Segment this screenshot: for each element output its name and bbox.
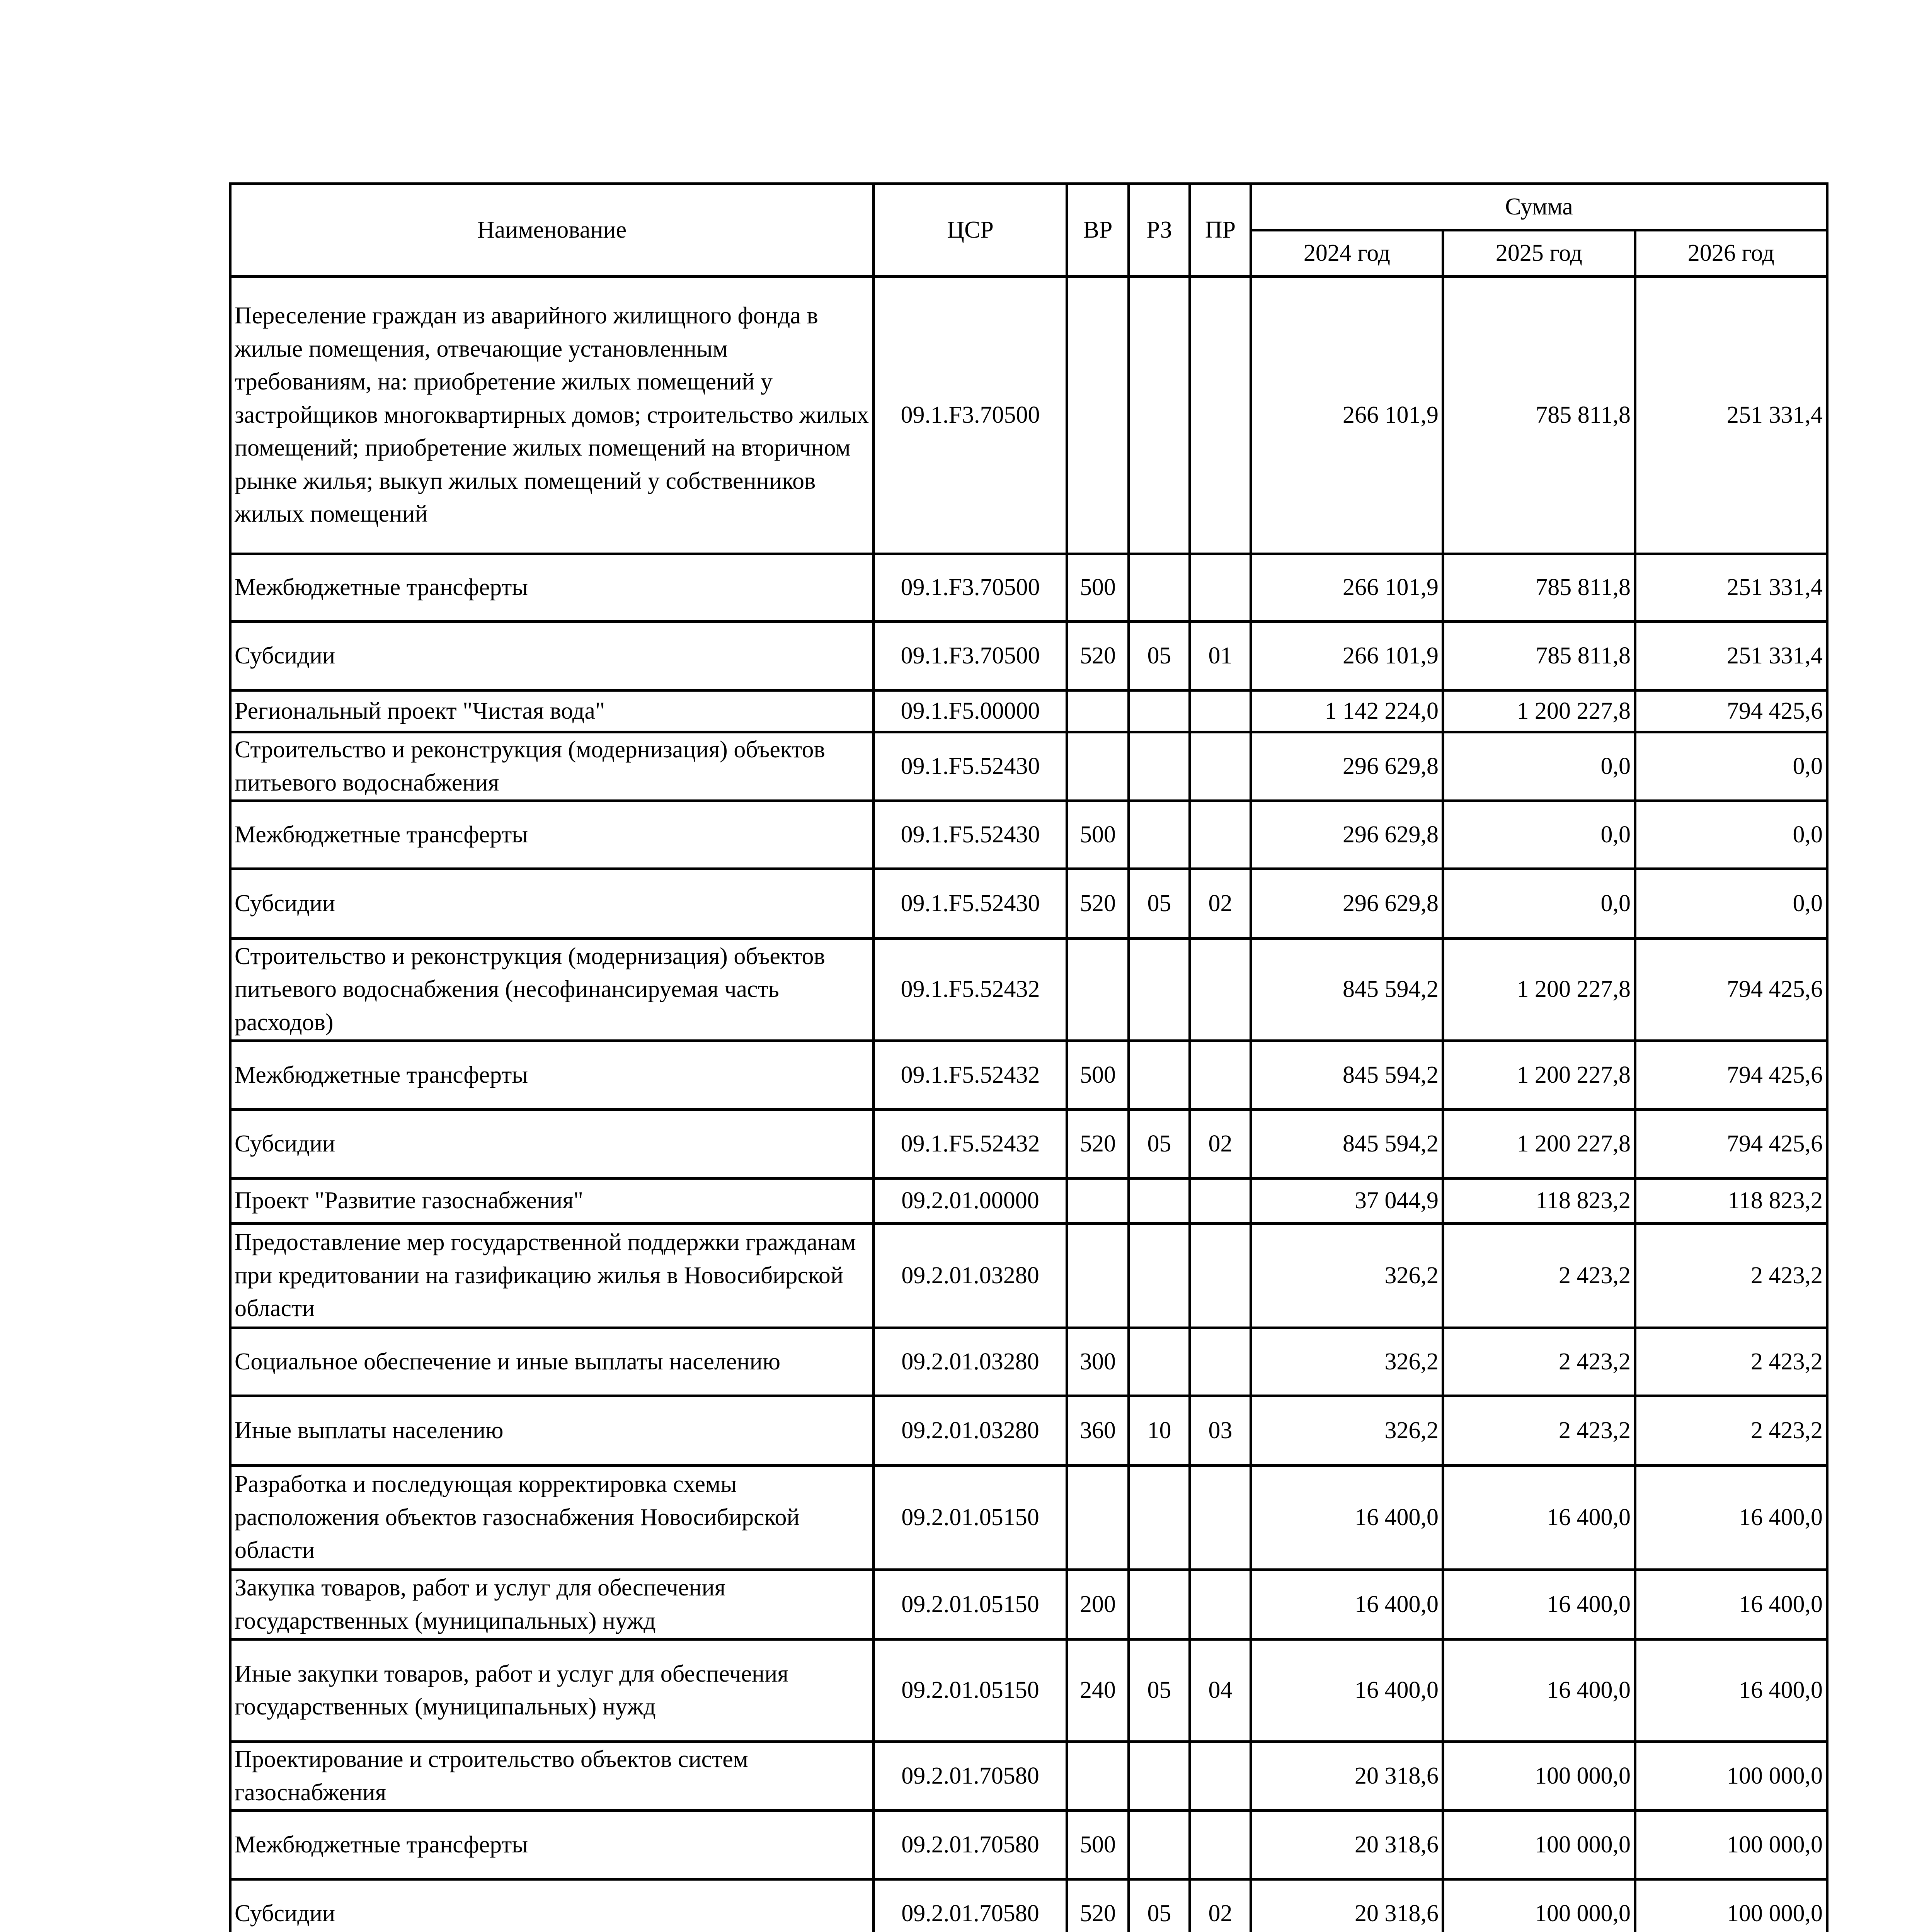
row-sum-2025: 16 400,0	[1443, 1639, 1635, 1742]
row-name: Закупка товаров, работ и услуг для обеспечения государственных (муниципальных) нужд	[230, 1570, 874, 1639]
row-sum-2026: 794 425,6	[1635, 690, 1827, 732]
table-row	[230, 869, 1827, 939]
row-sum-2024: 266 101,9	[1251, 277, 1443, 554]
row-sum-2026: 16 400,0	[1635, 1639, 1827, 1742]
row-pr	[1190, 554, 1251, 622]
row-vr: 200	[1067, 1570, 1129, 1639]
row-pr: 02	[1190, 869, 1251, 939]
row-rz	[1129, 1466, 1190, 1570]
header-pr: ПР	[1190, 184, 1251, 277]
row-sum-2025: 785 811,8	[1443, 554, 1635, 622]
row-sum-2026: 794 425,6	[1635, 1041, 1827, 1110]
row-rz	[1129, 277, 1190, 554]
row-name: Региональный проект "Чистая вода"	[230, 690, 874, 732]
row-sum-2026: 251 331,4	[1635, 277, 1827, 554]
row-vr: 500	[1067, 1811, 1129, 1879]
row-sum-2025: 785 811,8	[1443, 622, 1635, 690]
row-sum-2025: 2 423,2	[1443, 1328, 1635, 1396]
table-row	[230, 1742, 1827, 1811]
header-rz: РЗ	[1129, 184, 1190, 277]
row-pr: 01	[1190, 622, 1251, 690]
row-name: Межбюджетные трансферты	[230, 554, 874, 622]
row-name: Межбюджетные трансферты	[230, 801, 874, 869]
row-vr	[1067, 1742, 1129, 1811]
row-pr	[1190, 1466, 1251, 1570]
row-vr	[1067, 1466, 1129, 1570]
row-sum-2025: 785 811,8	[1443, 277, 1635, 554]
row-name: Межбюджетные трансферты	[230, 1041, 874, 1110]
row-sum-2024: 16 400,0	[1251, 1466, 1443, 1570]
header-sum: Сумма	[1251, 184, 1827, 230]
row-sum-2025: 16 400,0	[1443, 1466, 1635, 1570]
row-csr: 09.1.F5.00000	[874, 690, 1067, 732]
row-sum-2024: 326,2	[1251, 1328, 1443, 1396]
row-rz: 05	[1129, 869, 1190, 939]
row-pr	[1190, 1041, 1251, 1110]
row-vr: 500	[1067, 554, 1129, 622]
row-csr: 09.1.F5.52430	[874, 869, 1067, 939]
row-vr: 300	[1067, 1328, 1129, 1396]
row-rz: 05	[1129, 1110, 1190, 1179]
row-pr	[1190, 1570, 1251, 1639]
budget-table	[229, 182, 1828, 1932]
row-sum-2025: 0,0	[1443, 869, 1635, 939]
row-csr: 09.2.01.03280	[874, 1224, 1067, 1328]
row-sum-2026: 0,0	[1635, 869, 1827, 939]
row-name: Строительство и реконструкция (модернизация) объектов питьевого водоснабжения (несофинансируемая часть расходов)	[230, 939, 874, 1041]
row-sum-2025: 1 200 227,8	[1443, 939, 1635, 1041]
row-sum-2026: 100 000,0	[1635, 1742, 1827, 1811]
row-sum-2024: 296 629,8	[1251, 869, 1443, 939]
row-sum-2024: 16 400,0	[1251, 1570, 1443, 1639]
row-name: Строительство и реконструкция (модернизация) объектов питьевого водоснабжения	[230, 732, 874, 801]
table-row	[230, 1224, 1827, 1328]
header-year-2026: 2026 год	[1635, 230, 1827, 277]
row-sum-2024: 37 044,9	[1251, 1179, 1443, 1224]
row-csr: 09.2.01.03280	[874, 1328, 1067, 1396]
row-rz	[1129, 1570, 1190, 1639]
row-name: Проектирование и строительство объектов систем газоснабжения	[230, 1742, 874, 1811]
row-pr	[1190, 939, 1251, 1041]
row-csr: 09.1.F3.70500	[874, 554, 1067, 622]
row-sum-2026: 251 331,4	[1635, 554, 1827, 622]
row-sum-2025: 100 000,0	[1443, 1811, 1635, 1879]
row-pr: 02	[1190, 1879, 1251, 1932]
row-sum-2025: 2 423,2	[1443, 1224, 1635, 1328]
row-vr: 240	[1067, 1639, 1129, 1742]
row-rz	[1129, 1742, 1190, 1811]
row-csr: 09.1.F3.70500	[874, 277, 1067, 554]
header-year-2024: 2024 год	[1251, 230, 1443, 277]
row-sum-2024: 20 318,6	[1251, 1742, 1443, 1811]
table-row	[230, 1041, 1827, 1110]
row-vr: 520	[1067, 1110, 1129, 1179]
table-row	[230, 554, 1827, 622]
row-vr	[1067, 690, 1129, 732]
row-pr	[1190, 732, 1251, 801]
row-sum-2024: 845 594,2	[1251, 1110, 1443, 1179]
header-year-2025: 2025 год	[1443, 230, 1635, 277]
row-sum-2024: 845 594,2	[1251, 939, 1443, 1041]
row-csr: 09.2.01.70580	[874, 1811, 1067, 1879]
row-pr: 04	[1190, 1639, 1251, 1742]
row-sum-2025: 1 200 227,8	[1443, 1041, 1635, 1110]
row-csr: 09.2.01.70580	[874, 1742, 1067, 1811]
row-sum-2025: 2 423,2	[1443, 1396, 1635, 1466]
row-sum-2025: 0,0	[1443, 801, 1635, 869]
row-rz: 10	[1129, 1396, 1190, 1466]
row-pr	[1190, 1811, 1251, 1879]
row-sum-2024: 326,2	[1251, 1396, 1443, 1466]
row-vr	[1067, 732, 1129, 801]
row-sum-2024: 16 400,0	[1251, 1639, 1443, 1742]
row-sum-2026: 2 423,2	[1635, 1396, 1827, 1466]
row-name: Иные закупки товаров, работ и услуг для обеспечения государственных (муниципальных) нужд	[230, 1639, 874, 1742]
row-vr: 520	[1067, 622, 1129, 690]
row-csr: 09.2.01.00000	[874, 1179, 1067, 1224]
row-name: Субсидии	[230, 622, 874, 690]
row-name: Разработка и последующая корректировка схемы расположения объектов газоснабжения Новосибирской области	[230, 1466, 874, 1570]
row-csr: 09.1.F3.70500	[874, 622, 1067, 690]
row-sum-2024: 326,2	[1251, 1224, 1443, 1328]
row-csr: 09.2.01.05150	[874, 1466, 1067, 1570]
table-row	[230, 1110, 1827, 1179]
table-body	[230, 277, 1827, 1932]
row-pr: 03	[1190, 1396, 1251, 1466]
row-sum-2025: 1 200 227,8	[1443, 690, 1635, 732]
row-sum-2025: 100 000,0	[1443, 1879, 1635, 1932]
row-sum-2024: 296 629,8	[1251, 801, 1443, 869]
table-row	[230, 622, 1827, 690]
table-row	[230, 1396, 1827, 1466]
row-pr	[1190, 277, 1251, 554]
row-sum-2024: 20 318,6	[1251, 1879, 1443, 1932]
row-name: Иные выплаты населению	[230, 1396, 874, 1466]
row-sum-2026: 2 423,2	[1635, 1328, 1827, 1396]
row-vr	[1067, 1179, 1129, 1224]
row-rz	[1129, 732, 1190, 801]
header-csr: ЦСР	[874, 184, 1067, 277]
row-csr: 09.2.01.03280	[874, 1396, 1067, 1466]
row-sum-2026: 16 400,0	[1635, 1570, 1827, 1639]
row-sum-2026: 794 425,6	[1635, 1110, 1827, 1179]
row-rz	[1129, 690, 1190, 732]
row-vr: 500	[1067, 801, 1129, 869]
row-sum-2024: 266 101,9	[1251, 622, 1443, 690]
row-pr	[1190, 690, 1251, 732]
row-csr: 09.1.F5.52432	[874, 939, 1067, 1041]
row-csr: 09.1.F5.52430	[874, 732, 1067, 801]
row-name: Проект "Развитие газоснабжения"	[230, 1179, 874, 1224]
table-row	[230, 801, 1827, 869]
row-pr	[1190, 1179, 1251, 1224]
row-name: Переселение граждан из аварийного жилищного фонда в жилые помещения, отвечающие установленным требованиям, на: приобретение жилых помещений у застройщиков многоквартирных домов; строительство жилых помещений; приобретение жилых помещений на вторичном рынке жилья; выкуп жилых помещений у собственников жилых помещений	[230, 277, 874, 554]
row-csr: 09.1.F5.52432	[874, 1110, 1067, 1179]
table-row	[230, 277, 1827, 554]
table-row	[230, 1570, 1827, 1639]
row-csr: 09.2.01.70580	[874, 1879, 1067, 1932]
row-name: Социальное обеспечение и иные выплаты населению	[230, 1328, 874, 1396]
row-sum-2026: 118 823,2	[1635, 1179, 1827, 1224]
row-sum-2024: 296 629,8	[1251, 732, 1443, 801]
row-rz	[1129, 939, 1190, 1041]
row-pr	[1190, 1742, 1251, 1811]
table-row	[230, 690, 1827, 732]
row-sum-2026: 0,0	[1635, 732, 1827, 801]
table-row	[230, 1328, 1827, 1396]
row-vr: 500	[1067, 1041, 1129, 1110]
row-sum-2025: 100 000,0	[1443, 1742, 1635, 1811]
row-name: Субсидии	[230, 1879, 874, 1932]
row-sum-2026: 100 000,0	[1635, 1811, 1827, 1879]
row-rz	[1129, 1811, 1190, 1879]
row-vr	[1067, 277, 1129, 554]
row-sum-2024: 1 142 224,0	[1251, 690, 1443, 732]
table-row	[230, 1179, 1827, 1224]
row-sum-2024: 20 318,6	[1251, 1811, 1443, 1879]
row-pr: 02	[1190, 1110, 1251, 1179]
row-sum-2024: 845 594,2	[1251, 1041, 1443, 1110]
row-rz	[1129, 801, 1190, 869]
row-csr: 09.2.01.05150	[874, 1570, 1067, 1639]
row-rz	[1129, 1179, 1190, 1224]
table-row	[230, 1466, 1827, 1570]
row-sum-2025: 1 200 227,8	[1443, 1110, 1635, 1179]
table-row	[230, 1879, 1827, 1932]
row-pr	[1190, 1224, 1251, 1328]
table-row	[230, 1639, 1827, 1742]
row-vr: 520	[1067, 1879, 1129, 1932]
row-name: Предоставление мер государственной поддержки гражданам при кредитовании на газификацию жилья в Новосибирской области	[230, 1224, 874, 1328]
row-rz	[1129, 1328, 1190, 1396]
row-name: Субсидии	[230, 869, 874, 939]
row-sum-2026: 16 400,0	[1635, 1466, 1827, 1570]
row-sum-2025: 16 400,0	[1443, 1570, 1635, 1639]
header-vr: ВР	[1067, 184, 1129, 277]
row-rz: 05	[1129, 1639, 1190, 1742]
row-sum-2026: 794 425,6	[1635, 939, 1827, 1041]
row-rz	[1129, 1224, 1190, 1328]
row-sum-2025: 118 823,2	[1443, 1179, 1635, 1224]
header-name: Наименование	[230, 184, 874, 277]
row-csr: 09.1.F5.52430	[874, 801, 1067, 869]
row-name: Субсидии	[230, 1110, 874, 1179]
table-row	[230, 939, 1827, 1041]
row-sum-2024: 266 101,9	[1251, 554, 1443, 622]
row-pr	[1190, 1328, 1251, 1396]
header-row-top	[230, 184, 1827, 230]
row-rz	[1129, 554, 1190, 622]
row-rz: 05	[1129, 622, 1190, 690]
row-sum-2026: 100 000,0	[1635, 1879, 1827, 1932]
table-row	[230, 732, 1827, 801]
row-vr	[1067, 939, 1129, 1041]
row-rz	[1129, 1041, 1190, 1110]
row-vr: 520	[1067, 869, 1129, 939]
row-vr: 360	[1067, 1396, 1129, 1466]
row-sum-2025: 0,0	[1443, 732, 1635, 801]
row-sum-2026: 2 423,2	[1635, 1224, 1827, 1328]
row-csr: 09.1.F5.52432	[874, 1041, 1067, 1110]
row-vr	[1067, 1224, 1129, 1328]
row-csr: 09.2.01.05150	[874, 1639, 1067, 1742]
row-name: Межбюджетные трансферты	[230, 1811, 874, 1879]
row-pr	[1190, 801, 1251, 869]
row-sum-2026: 251 331,4	[1635, 622, 1827, 690]
row-rz: 05	[1129, 1879, 1190, 1932]
table-row	[230, 1811, 1827, 1879]
row-sum-2026: 0,0	[1635, 801, 1827, 869]
